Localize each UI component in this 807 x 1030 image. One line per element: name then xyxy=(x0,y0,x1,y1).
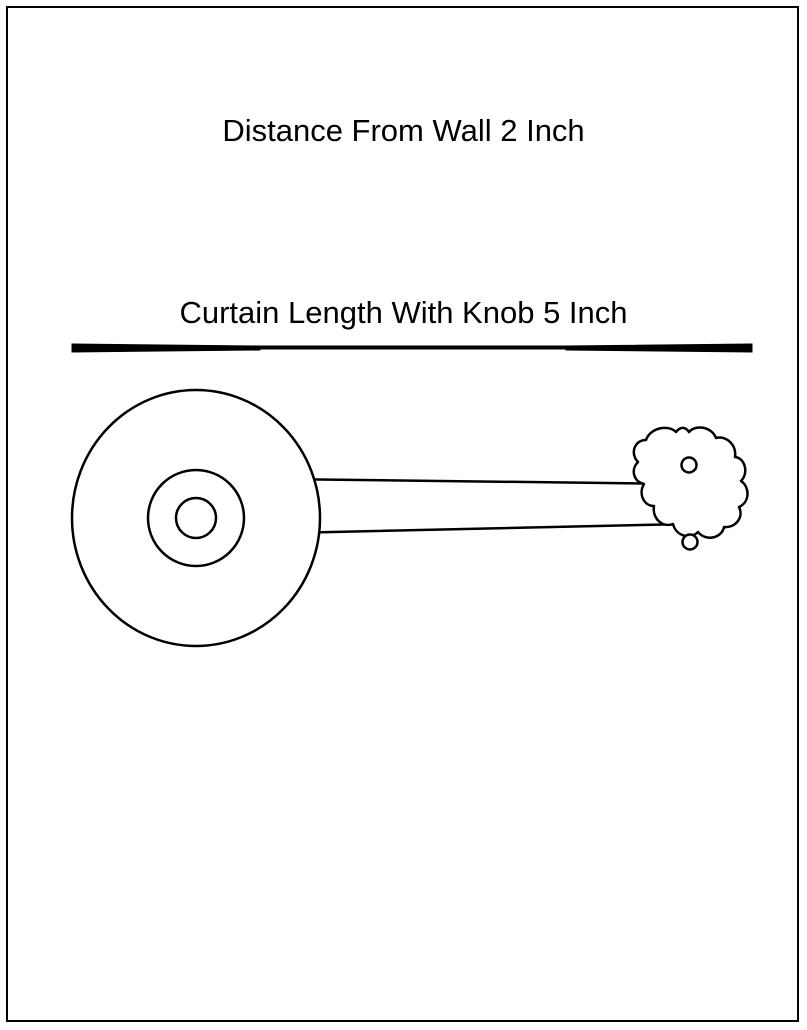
mount-center-hole xyxy=(176,498,216,538)
label-distance-from-wall: Distance From Wall 2 Inch xyxy=(222,113,585,148)
curtain-length-dimension-arrow xyxy=(72,344,752,352)
decorative-knob xyxy=(634,427,748,549)
knob-screw-hole-bottom xyxy=(683,535,698,550)
knob-screw-hole-top xyxy=(682,458,697,473)
label-curtain-length-with-knob: Curtain Length With Knob 5 Inch xyxy=(179,295,628,330)
wall-mount-plate xyxy=(72,390,320,646)
